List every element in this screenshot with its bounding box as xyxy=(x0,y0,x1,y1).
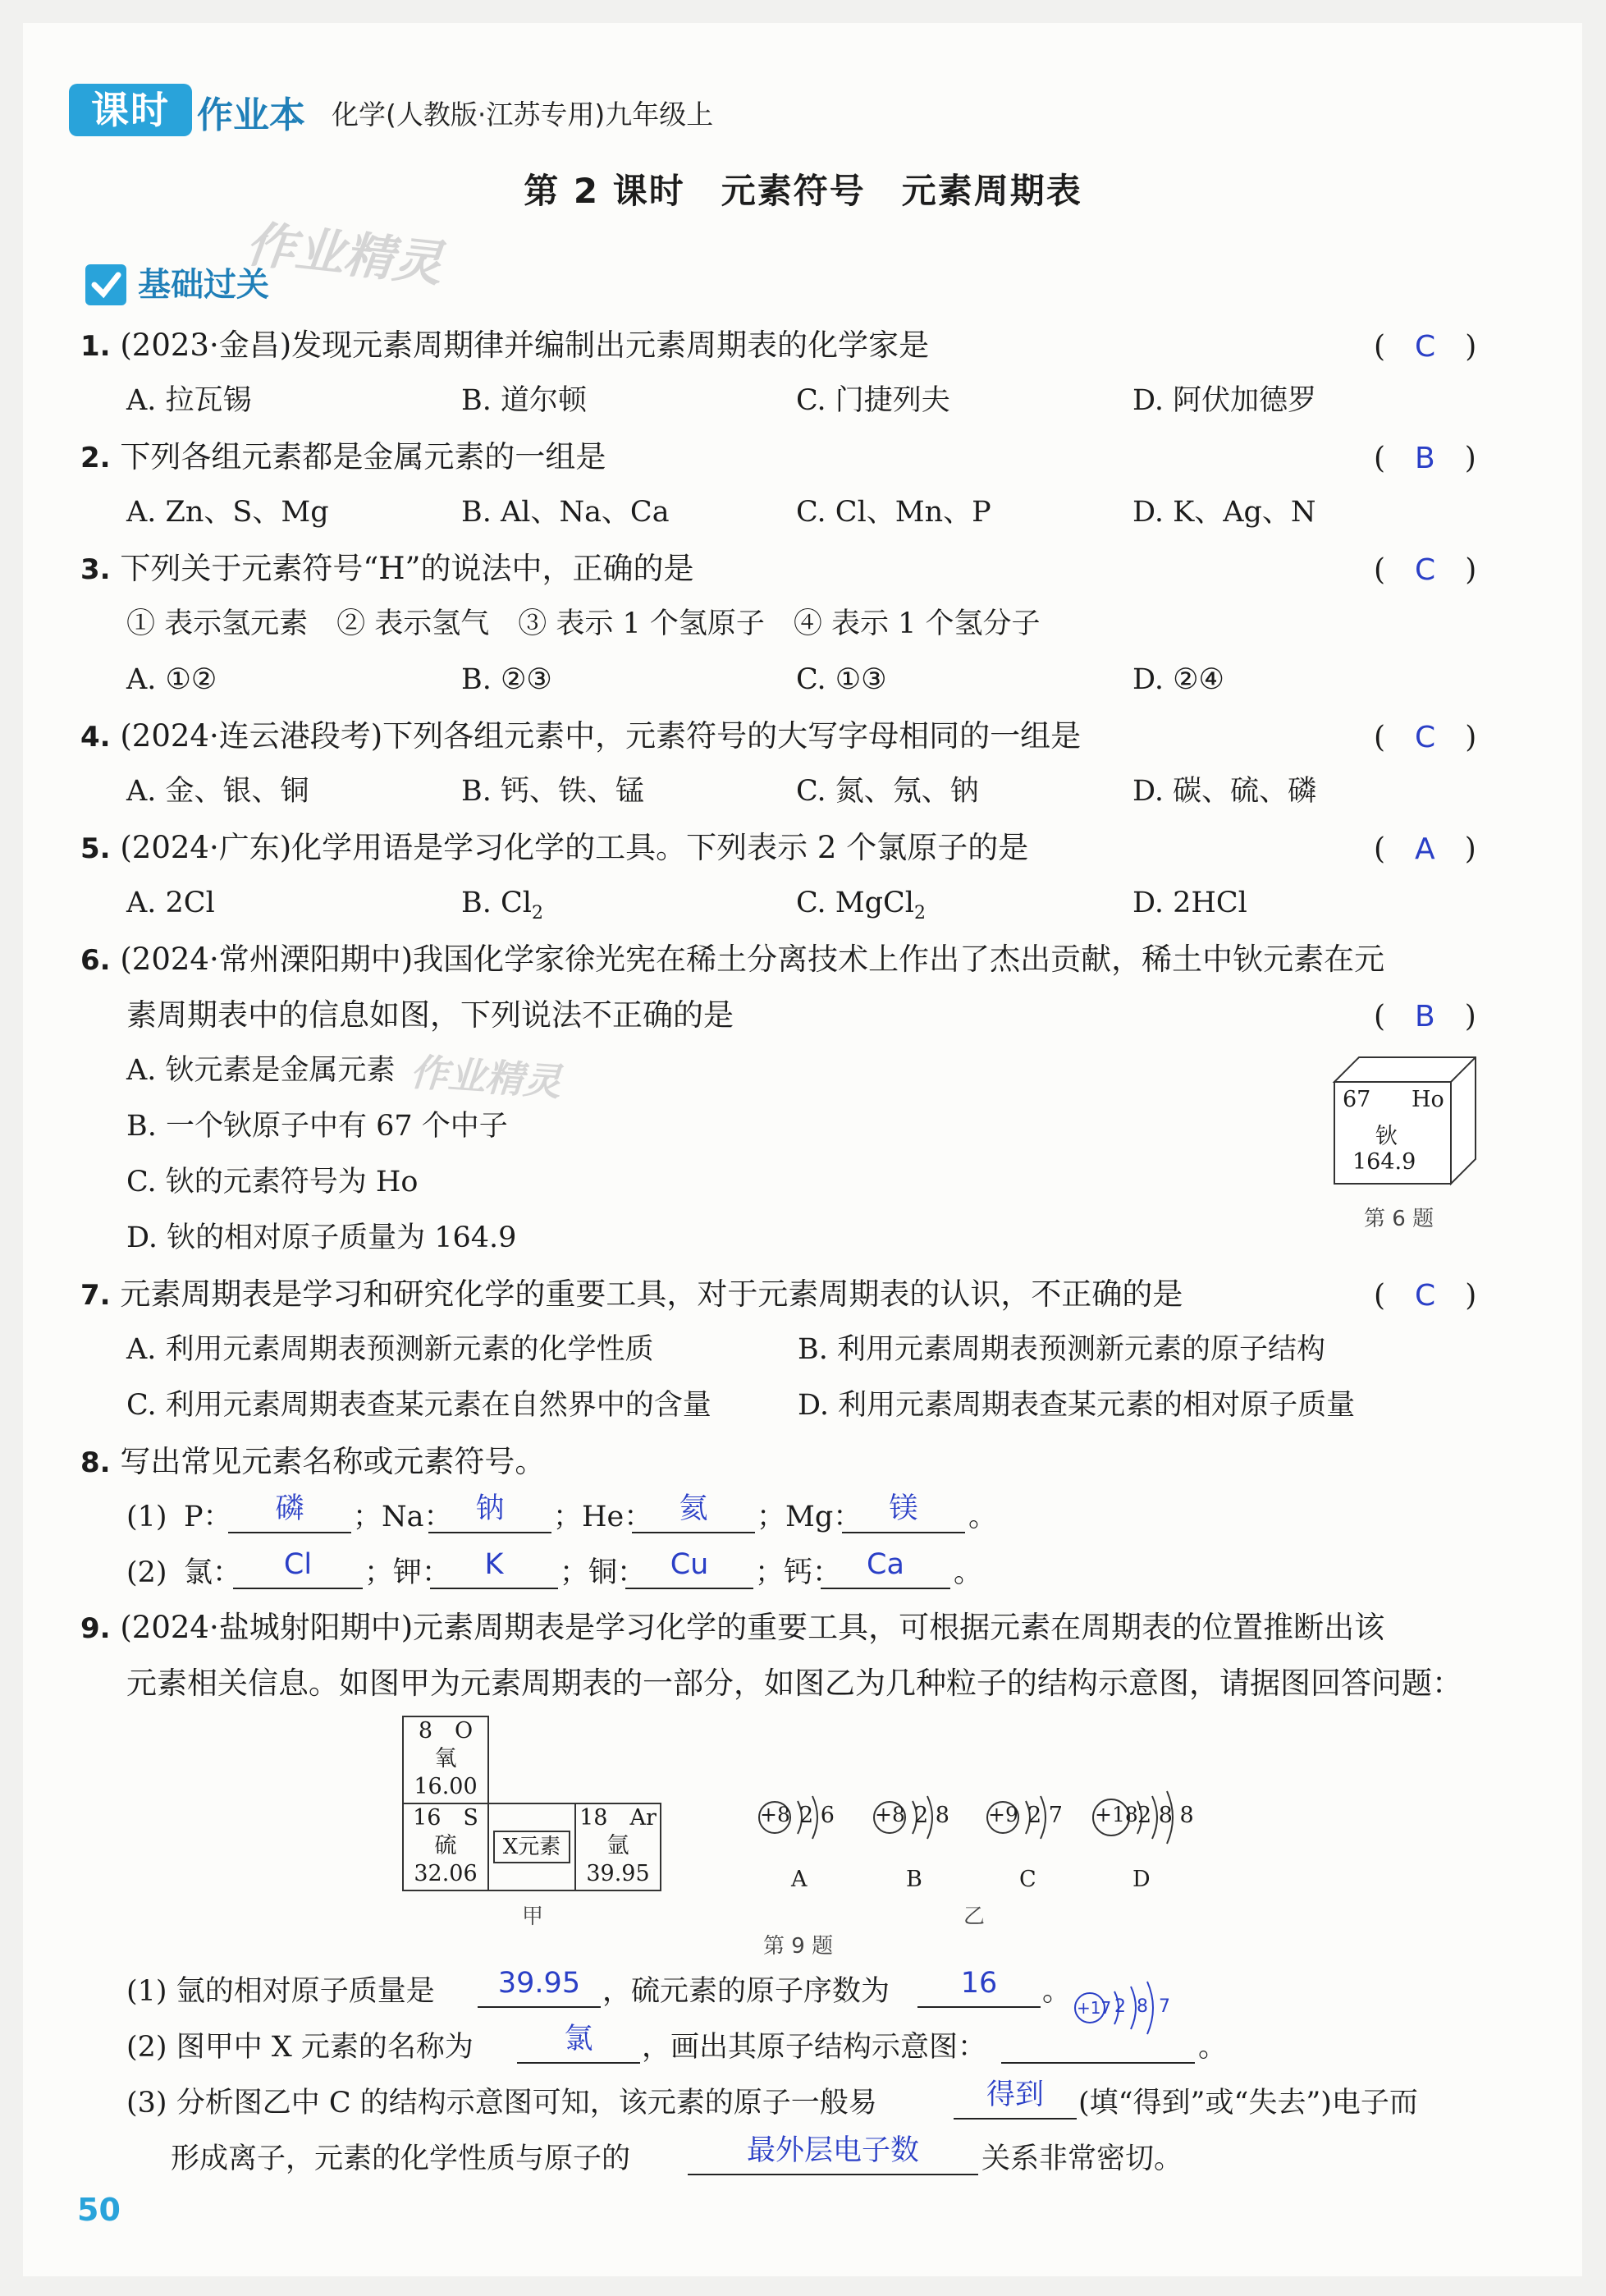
option-d: D. 2HCl xyxy=(1132,887,1247,919)
option-d: D. 利用元素周期表查某元素的相对原子质量 xyxy=(798,1389,1356,1422)
nucleus-a: +8 xyxy=(760,1803,790,1826)
answer-blank xyxy=(478,1962,601,2008)
question-number: 1. xyxy=(80,330,111,363)
shells-d: 2 8 8 xyxy=(1137,1803,1194,1828)
question-number: 8. xyxy=(80,1446,111,1479)
answer-bracket: ( B ) xyxy=(1374,1000,1476,1033)
blank-label: ；Mg： xyxy=(757,1501,862,1533)
answer-text: 氯 xyxy=(564,2023,593,2055)
question-text: (2024·盐城射阳期中)元素周期表是学习化学的重要工具，可根据元素在周期表的位置推断出该 xyxy=(120,1610,1385,1645)
question-number: 7. xyxy=(80,1279,111,1312)
answer-blank xyxy=(688,2129,978,2175)
subscript: 2 xyxy=(914,903,926,923)
question-text: (2024·连云港段考)下列各组元素中，元素符号的大写字母相同的一组是 xyxy=(120,718,1082,754)
option-b: B. 一个钬原子中有 67 个中子 xyxy=(126,1110,508,1143)
option-text: B. Cl xyxy=(461,887,532,919)
option-a: A. 2Cl xyxy=(126,887,215,919)
subquestion-label: (2) xyxy=(126,1556,167,1589)
cell-sulfur xyxy=(402,1803,489,1891)
blank-label: ；钾： xyxy=(364,1556,451,1589)
figure-caption: 第 6 题 xyxy=(1364,1207,1434,1231)
atom-diagrams xyxy=(755,1776,1198,1900)
answer-blank xyxy=(625,1543,753,1589)
option-d: D. K、Ag、N xyxy=(1132,496,1316,529)
option-b: B. 利用元素周期表预测新元素的原子结构 xyxy=(798,1333,1325,1366)
option-d: D. 钬的相对原子质量为 164.9 xyxy=(126,1221,517,1254)
option-a: A. ①② xyxy=(126,663,217,696)
question-4 xyxy=(80,716,1081,758)
option-c: C. ①③ xyxy=(796,663,887,696)
nucleus-b: +8 xyxy=(875,1803,905,1826)
question-text: 元素周期表是学习和研究化学的重要工具，对于元素周期表的认识，不正确的是 xyxy=(120,1276,1183,1312)
atomic-mass: 39.95 xyxy=(586,1861,650,1886)
sentence-end: 关系非常密切。 xyxy=(981,2142,1183,2175)
lesson-title: 第 2 课时 元素符号 元素周期表 xyxy=(524,171,1082,211)
statement-list: ① 表示氢元素 ② 表示氢气 ③ 表示 1 个氢原子 ④ 表示 1 个氢分子 xyxy=(126,607,1041,640)
section-label: 基础过关 xyxy=(138,266,269,304)
answer-choice: C xyxy=(1415,553,1436,587)
question-text: (2024·常州溧阳期中)我国化学家徐光宪在稀土分离技术上作出了杰出贡献，稀土中钬元素在元 xyxy=(120,942,1385,977)
answer-text: Cu xyxy=(670,1548,709,1581)
element-card-figure xyxy=(1328,1051,1484,1198)
blank-label: ；Na： xyxy=(353,1501,453,1533)
option-c: C. Cl、Mn、P xyxy=(796,496,991,529)
x-element-label: X元素 xyxy=(493,1831,570,1863)
cell-x-element xyxy=(487,1803,576,1891)
nucleus-d: +18 xyxy=(1095,1803,1138,1826)
answer-blank xyxy=(821,1543,950,1589)
option-a: A. 利用元素周期表预测新元素的化学性质 xyxy=(126,1333,654,1366)
option-c: C. 氮、氖、钠 xyxy=(796,775,979,808)
answer-choice: C xyxy=(1415,721,1436,754)
element-symbol: S xyxy=(463,1805,478,1831)
answer-choice: B xyxy=(1415,1000,1435,1033)
question-number: 3. xyxy=(80,553,111,586)
answer-bracket: ( B ) xyxy=(1374,442,1476,475)
atomic-mass: 164.9 xyxy=(1352,1149,1416,1175)
answer-text: Cl xyxy=(283,1548,313,1581)
blank-label: 氯： xyxy=(184,1556,242,1589)
question-5 xyxy=(80,827,1028,869)
subscript: 2 xyxy=(531,903,543,923)
subquestion-label: (1) xyxy=(126,1501,167,1533)
label-b: B xyxy=(906,1867,922,1892)
question-text-cont: 元素相关信息。如图甲为元素周期表的一部分，如图乙为几种粒子的结构示意图，请据图回答问题： xyxy=(126,1666,1462,1701)
drawing-shells: 2 8 7 xyxy=(1114,1996,1173,2017)
subquestion-text: ，硫元素的原子序数为 xyxy=(602,1975,890,2008)
option-b: B. 钙、铁、锰 xyxy=(461,775,644,808)
answer-choice: B xyxy=(1415,442,1435,475)
option-a: A. Zn、S、Mg xyxy=(126,496,329,529)
answer-text: K xyxy=(484,1548,504,1581)
option-c xyxy=(796,883,926,933)
subquestion-text: (填“得到”或“失去”)电子而 xyxy=(1078,2087,1418,2120)
question-1 xyxy=(80,325,929,367)
answer-bracket: ( C ) xyxy=(1374,330,1477,364)
blank-label: ；铜： xyxy=(560,1556,647,1589)
answer-text: 氦 xyxy=(679,1492,708,1525)
option-b: B. ②③ xyxy=(461,663,552,696)
question-8 xyxy=(80,1441,545,1483)
label-c: C xyxy=(1019,1867,1036,1892)
question-2 xyxy=(80,437,606,479)
element-symbol: O xyxy=(455,1718,474,1744)
chlorine-atom-drawing xyxy=(1072,1975,1195,2041)
answer-bracket: ( C ) xyxy=(1374,1279,1477,1313)
option-d: D. 碳、硫、磷 xyxy=(1132,775,1317,808)
atomic-number: 18 xyxy=(579,1805,608,1831)
question-text: 下列各组元素都是金属元素的一组是 xyxy=(120,439,606,474)
option-c: C. 利用元素周期表查某元素在自然界中的含量 xyxy=(126,1389,711,1422)
answer-blank xyxy=(233,1543,363,1589)
watermark: 作业精灵 xyxy=(409,1049,563,1105)
answer-blank xyxy=(632,1487,755,1533)
atomic-number: 8 xyxy=(418,1718,433,1744)
subquestion-1: (1) 氩的相对原子质量是 xyxy=(126,1975,435,2008)
element-symbol: Ar xyxy=(629,1805,657,1831)
subquestion-text: 形成离子，元素的化学性质与原子的 xyxy=(171,2142,631,2175)
question-text-cont: 素周期表中的信息如图，下列说法不正确的是 xyxy=(126,997,734,1033)
option-a: A. 拉瓦锡 xyxy=(126,384,252,417)
question-9 xyxy=(80,1607,1384,1649)
option-a: A. 钬元素是金属元素 xyxy=(126,1054,396,1087)
watermark: 作业精灵 xyxy=(243,215,446,294)
answer-blank xyxy=(917,1962,1041,2008)
answer-text: 39.95 xyxy=(497,1967,581,2000)
subquestion-3: (3) 分析图乙中 C 的结构示意图可知，该元素的原子一般易 xyxy=(126,2087,877,2120)
sentence-end: 。 xyxy=(968,1501,998,1533)
drawing-nucleus: +17 xyxy=(1077,1998,1112,2018)
question-text: (2024·广东)化学用语是学习化学的工具。下列表示 2 个氯原子的是 xyxy=(120,830,1029,865)
question-number: 6. xyxy=(80,944,111,977)
answer-blank xyxy=(954,2074,1077,2120)
answer-choice: A xyxy=(1415,832,1435,866)
question-7 xyxy=(80,1274,1183,1316)
atomic-mass: 16.00 xyxy=(414,1774,478,1799)
answer-text: 得到 xyxy=(986,2078,1044,2111)
answer-text: 钠 xyxy=(475,1492,505,1525)
question-6 xyxy=(80,939,1384,981)
answer-text: 最外层电子数 xyxy=(746,2134,919,2167)
page-number: 50 xyxy=(77,2192,121,2228)
series-logo: 课时 xyxy=(69,84,192,136)
question-number: 9. xyxy=(80,1612,111,1645)
cell-argon xyxy=(574,1803,661,1891)
option-d: D. ②④ xyxy=(1132,663,1224,696)
label-d: D xyxy=(1132,1867,1151,1892)
answer-blank xyxy=(517,2018,640,2064)
blank-label: ；He： xyxy=(553,1501,653,1533)
option-c: C. 钬的元素符号为 Ho xyxy=(126,1166,419,1198)
question-number: 4. xyxy=(80,721,111,754)
element-name: 氩 xyxy=(606,1833,629,1858)
atomic-number: 67 xyxy=(1343,1087,1371,1112)
shells-b: 2 8 xyxy=(914,1803,949,1828)
book-subtitle: 化学(人教版·江苏专用)九年级上 xyxy=(332,99,714,131)
sentence-end: 。 xyxy=(1042,1975,1072,2008)
answer-blank xyxy=(842,1487,965,1533)
option-b: B. Al、Na、Ca xyxy=(461,496,670,529)
sentence-end: 。 xyxy=(954,1556,983,1589)
subquestion-text: ，画出其原子结构示意图： xyxy=(642,2031,987,2064)
answer-bracket: ( C ) xyxy=(1374,721,1477,754)
answer-bracket: ( A ) xyxy=(1374,832,1476,866)
cell-oxygen xyxy=(402,1716,489,1804)
element-name: 钬 xyxy=(1375,1124,1398,1149)
answer-text: 磷 xyxy=(275,1492,304,1525)
question-number: 5. xyxy=(80,832,111,865)
shells-c: 2 7 xyxy=(1027,1803,1063,1828)
element-name: 氧 xyxy=(434,1746,457,1771)
figure-label: 甲 xyxy=(522,1904,544,1929)
option-b: B. 道尔顿 xyxy=(461,384,587,417)
figure-caption: 第 9 题 xyxy=(763,1934,834,1959)
shells-a: 2 6 xyxy=(799,1803,835,1828)
question-text: (2023·金昌)发现元素周期律并编制出元素周期表的化学家是 xyxy=(120,328,930,363)
question-number: 2. xyxy=(80,442,111,474)
option-text: C. MgCl xyxy=(796,887,914,919)
question-text: 写出常见元素名称或元素符号。 xyxy=(120,1444,546,1479)
answer-blank xyxy=(228,1487,351,1533)
subquestion-2: (2) 图甲中 X 元素的名称为 xyxy=(126,2031,474,2064)
atomic-mass: 32.06 xyxy=(414,1861,478,1886)
answer-text: 镁 xyxy=(889,1492,918,1525)
answer-blank xyxy=(428,1487,551,1533)
figure-label: 乙 xyxy=(963,1904,986,1929)
answer-blank xyxy=(430,1543,558,1589)
check-icon xyxy=(85,264,126,305)
nucleus-c: +9 xyxy=(988,1803,1018,1826)
answer-text: Ca xyxy=(867,1548,904,1581)
answer-bracket: ( C ) xyxy=(1374,553,1477,587)
brand-name: 作业本 xyxy=(197,94,305,136)
answer-choice: C xyxy=(1415,1279,1436,1313)
answer-text: 16 xyxy=(960,1967,998,2000)
option-d: D. 阿伏加德罗 xyxy=(1132,384,1317,417)
sentence-end: 。 xyxy=(1198,2031,1228,2064)
label-a: A xyxy=(791,1867,808,1892)
option-b xyxy=(461,883,543,933)
answer-choice: C xyxy=(1415,330,1436,364)
question-3 xyxy=(80,548,693,590)
element-name: 硫 xyxy=(434,1833,457,1858)
option-a: A. 金、银、铜 xyxy=(126,775,309,808)
atomic-number: 16 xyxy=(413,1805,442,1831)
blank-label: ；钙： xyxy=(755,1556,842,1589)
section-heading xyxy=(85,261,299,309)
blank-label: P： xyxy=(184,1501,232,1533)
question-text: 下列关于元素符号“H”的说法中，正确的是 xyxy=(120,551,694,586)
element-symbol: Ho xyxy=(1412,1087,1444,1112)
option-c: C. 门捷列夫 xyxy=(796,384,950,417)
